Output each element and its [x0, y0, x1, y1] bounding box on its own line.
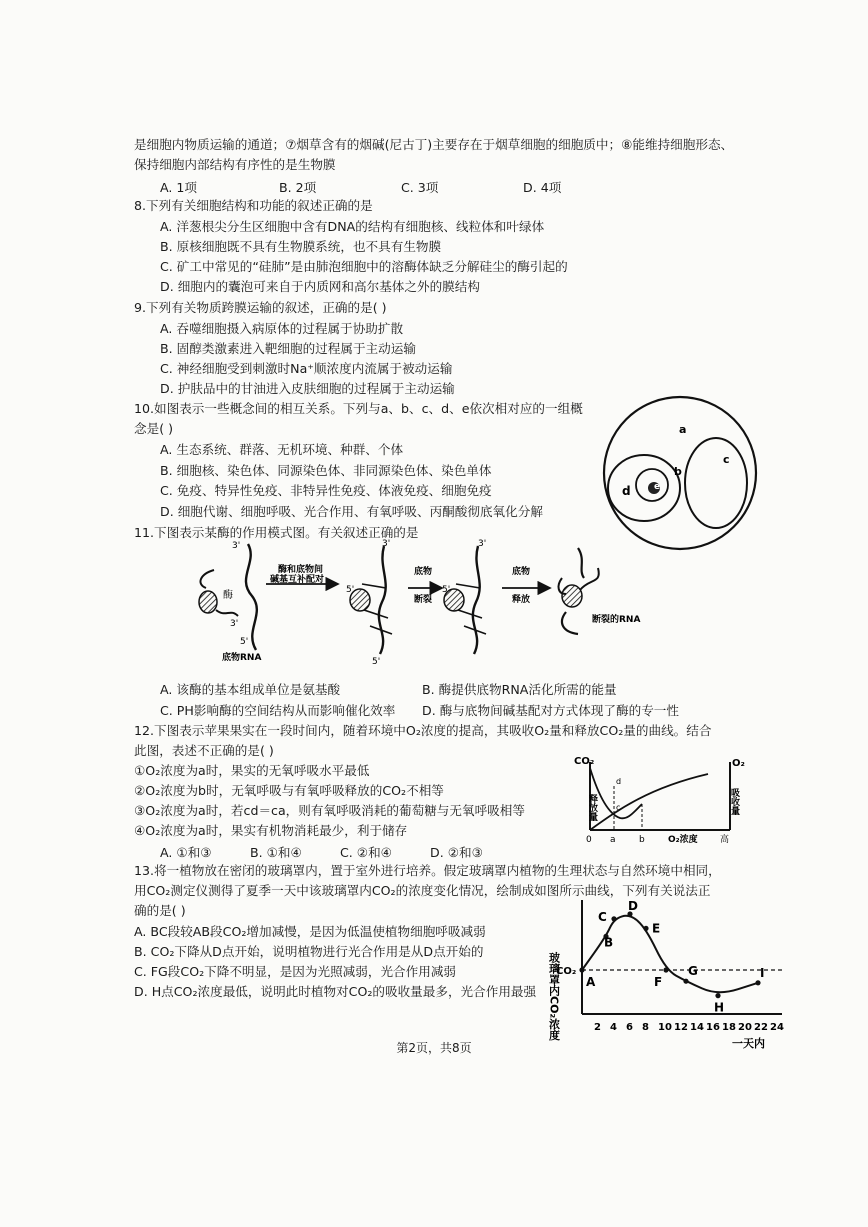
chart-point-label-D: D	[628, 899, 638, 913]
label-a: a	[679, 423, 687, 436]
q9-option-b: B. 固醇类激素进入靶细胞的过程属于主动运输	[160, 341, 416, 356]
chart-point-G	[683, 979, 688, 984]
ribozyme-figure	[186, 538, 666, 668]
label-3prime-2: 3'	[230, 619, 239, 629]
chart-curve	[582, 916, 758, 992]
label-d: d	[622, 484, 631, 498]
intro-line-1: 是细胞内物质运输的通道；⑦烟草含有的烟碱(尼古丁)主要存在于烟草细胞的细胞质中；⑧能维持细胞形态、	[134, 137, 734, 152]
q8-option-d: D. 细胞内的囊泡可来自于内质网和高尔基体之外的膜结构	[160, 279, 480, 294]
enzyme-tail	[216, 610, 238, 616]
origin-label: 0	[586, 835, 592, 845]
q13-stem-2: 用CO₂测定仪测得了夏季一天中该玻璃罩内CO₂的浓度变化情况，绘制成如图所示曲线，下列有关说法正	[134, 883, 711, 898]
q12-option-d: D. ②和③	[430, 845, 483, 860]
step3-label-b: 释放	[512, 595, 531, 605]
page-footer: 第2页，共8页	[396, 1041, 472, 1055]
bound-rna-strand-2	[379, 546, 386, 654]
q7-option-a: A. 1项	[160, 180, 198, 195]
q12-stem-2: 此图，表述不正确的是( )	[134, 743, 274, 758]
chart-point-label-G: G	[688, 964, 698, 979]
q11-stem: 11.下图表示某酶的作用模式图。有关叙述正确的是	[134, 525, 419, 540]
x-tick-label: 12	[674, 1022, 688, 1033]
q12-option-a: A. ①和③	[160, 845, 212, 860]
q9-option-c: C. 神经细胞受到刺激时Na⁺顺浓度内流属于被动运输	[160, 361, 453, 376]
q13-option-d: D. H点CO₂浓度最低，说明此时植物对CO₂的吸收量最多，光合作用最强	[134, 984, 537, 999]
left-axis-label: CO₂	[574, 756, 595, 767]
enzyme-hatch-1	[199, 591, 217, 613]
q13-stem-1: 13.将一植物放在密闭的玻璃罩内，置于室外进行培养。假定玻璃罩内植物的生理状态与自然环境中相同，	[134, 863, 721, 878]
x-tick-label: 24	[770, 1022, 784, 1033]
q10-option-d: D. 细胞代谢、细胞呼吸、光合作用、有氧呼吸、丙酮酸彻底氧化分解	[160, 504, 543, 519]
chart-point-label-C: C	[598, 909, 607, 924]
b-label: b	[639, 835, 645, 845]
chart-point-F	[663, 967, 668, 972]
chart-point-E	[643, 926, 648, 931]
chart-point-label-B: B	[604, 935, 614, 950]
q10-option-b: B. 细胞核、染色体、同源染色体、非同源染色体、染色单体	[160, 463, 492, 478]
q12-option-b: B. ①和④	[250, 845, 302, 860]
x-axis-label: O₂浓度	[668, 835, 698, 845]
q10-option-c: C. 免疫、特异性免疫、非特异性免疫、体液免疫、细胞免疫	[160, 483, 492, 498]
q12-item-1: ①O₂浓度为a时，果实的无氧呼吸水平最低	[134, 763, 370, 778]
label-3prime-4: 3'	[478, 539, 487, 549]
label-b: b	[674, 465, 682, 478]
d-label: d	[616, 777, 622, 786]
label-3prime-3: 3'	[382, 539, 391, 549]
step1-label: 酶和底物间	[278, 565, 324, 575]
q8-option-b: B. 原核细胞既不具有生物膜系统，也不具有生物膜	[160, 239, 442, 254]
x-tick-label: 10	[658, 1022, 672, 1033]
q13-option-a: A. BC段较AB段CO₂增加减慢，是因为低温使植物细胞呼吸减弱	[134, 924, 486, 939]
label-3prime-1: 3'	[232, 541, 241, 551]
x-tick-label: 4	[610, 1022, 617, 1033]
q11-option-d: D. 酶与底物间碱基配对方式体现了酶的专一性	[422, 703, 679, 718]
concept-circles-figure	[594, 393, 768, 553]
intro-line-2: 保持细胞内部结构有序性的是生物膜	[134, 157, 336, 172]
q13-option-c: C. FG段CO₂下降不明显，是因为光照减弱，光合作用减弱	[134, 964, 457, 979]
q9-option-d: D. 护肤品中的甘油进入皮肤细胞的过程属于主动运输	[160, 381, 455, 396]
x-tick-label: 14	[690, 1022, 704, 1033]
q10-stem-1: 10.如图表示一些概念间的相互关系。下列与a、b、c、d、e依次相对应的一组概	[134, 401, 583, 416]
step2-label-a: 底物	[414, 567, 433, 577]
x-tick-label: 2	[594, 1022, 601, 1033]
x-end-label: 高	[720, 835, 730, 845]
q12-item-2: ②O₂浓度为b时，无氧呼吸与有氧呼吸释放的CO₂不相等	[134, 783, 444, 798]
q7-option-d: D. 4项	[523, 180, 562, 195]
c-label: c	[616, 803, 621, 812]
q7-option-c: C. 3项	[401, 180, 439, 195]
q12-stem-1: 12.下图表示苹果果实在一段时间内，随着环境中O₂浓度的提高，其吸收O₂量和释放CO₂量的曲线。结合	[134, 723, 712, 738]
o2-uptake-curve	[590, 774, 708, 830]
label-5prime-1: 5'	[240, 637, 249, 647]
co2-concentration-chart	[547, 892, 792, 1052]
chart-baseline-label: CO₂	[556, 966, 577, 977]
chart-points	[579, 899, 764, 1015]
q9-stem: 9.下列有关物质跨膜运输的叙述，正确的是( )	[134, 300, 387, 315]
chart-point-label-I: I	[760, 965, 765, 980]
q8-option-c: C. 矿工中常见的“硅肺”是由肺泡细胞中的溶酶体缺乏分解硅尘的酶引起的	[160, 259, 568, 274]
step2-label-b: 断裂	[414, 595, 433, 605]
q8-option-a: A. 洋葱根尖分生区细胞中含有DNA的结构有细胞核、线粒体和叶绿体	[160, 219, 545, 234]
q8-stem: 8.下列有关细胞结构和功能的叙述正确的是	[134, 198, 373, 213]
circle-b	[608, 455, 680, 521]
label-5prime-2: 5'	[346, 585, 355, 595]
chart-ticks	[594, 1022, 784, 1033]
chart-xlabel: 一天内	[732, 1037, 765, 1050]
chart-point-label-F: F	[654, 975, 663, 989]
q13-option-b: B. CO₂下降从D点开始，说明植物进行光合作用是从D点开始的	[134, 944, 484, 959]
x-tick-label: 22	[754, 1022, 768, 1033]
q10-option-a: A. 生态系统、群落、无机环境、种群、个体	[160, 442, 404, 457]
step3-label-a: 底物	[512, 567, 531, 577]
chart-point-label-A: A	[586, 975, 596, 989]
label-5prime-3: 5'	[372, 657, 381, 667]
q12-item-3: ③O₂浓度为a时，若cd＝ca，则有氧呼吸消耗的葡萄糖与无氧呼吸相等	[134, 803, 525, 818]
q12-item-4: ④O₂浓度为a时，果实有机物消耗最少，利于储存	[134, 823, 408, 838]
x-tick-label: 20	[738, 1022, 752, 1033]
right-axis-label: O₂	[732, 758, 745, 769]
chart-point-C	[611, 916, 616, 921]
enzyme-label: 酶	[223, 590, 233, 601]
step1-label-b: 碱基互补配对	[270, 575, 325, 585]
right-axis-label-2: 吸收量	[729, 788, 739, 815]
x-tick-label: 18	[722, 1022, 736, 1033]
x-tick-label: 16	[706, 1022, 720, 1033]
enzyme-hatch-4	[562, 585, 582, 607]
o2-co2-figure	[568, 754, 748, 846]
substrate-label: 底物RNA	[222, 653, 262, 663]
x-tick-label: 6	[626, 1022, 633, 1033]
product-label: 断裂的RNA	[592, 615, 641, 625]
q11-option-a: A. 该酶的基本组成单位是氨基酸	[160, 682, 341, 697]
chart-point-label-H: H	[714, 1000, 725, 1015]
label-e: e	[654, 482, 661, 492]
chart-point-I	[755, 980, 760, 985]
q7-option-b: B. 2项	[279, 180, 317, 195]
chart-point-label-E: E	[652, 921, 661, 936]
circle-c	[685, 438, 747, 528]
q11-option-b: B. 酶提供底物RNA活化所需的能量	[422, 682, 617, 697]
chart-point-A	[579, 967, 584, 972]
a-label: a	[610, 835, 616, 845]
substrate-rna-strand	[246, 544, 257, 650]
q9-option-a: A. 吞噬细胞摄入病原体的过程属于协助扩散	[160, 321, 404, 336]
chart-point-H	[715, 993, 720, 998]
q12-options	[160, 842, 483, 861]
cut-rna-strand-3	[473, 546, 480, 654]
label-c: c	[723, 453, 730, 466]
q11-option-c: C. PH影响酶的空间结构从而影响催化效率	[160, 703, 396, 718]
q13-stem-3: 确的是( )	[134, 903, 186, 918]
q7-options	[160, 177, 561, 196]
enzyme-arm	[200, 570, 214, 588]
x-tick-label: 8	[642, 1022, 649, 1033]
left-axis-label-2: 释放量	[587, 794, 597, 821]
q12-option-c: C. ②和④	[340, 845, 392, 860]
q10-stem-2: 念是( )	[134, 421, 174, 436]
label-5prime-4: 5'	[442, 585, 451, 595]
chart-ylabel: 玻璃罩内CO₂浓度	[547, 952, 561, 1041]
